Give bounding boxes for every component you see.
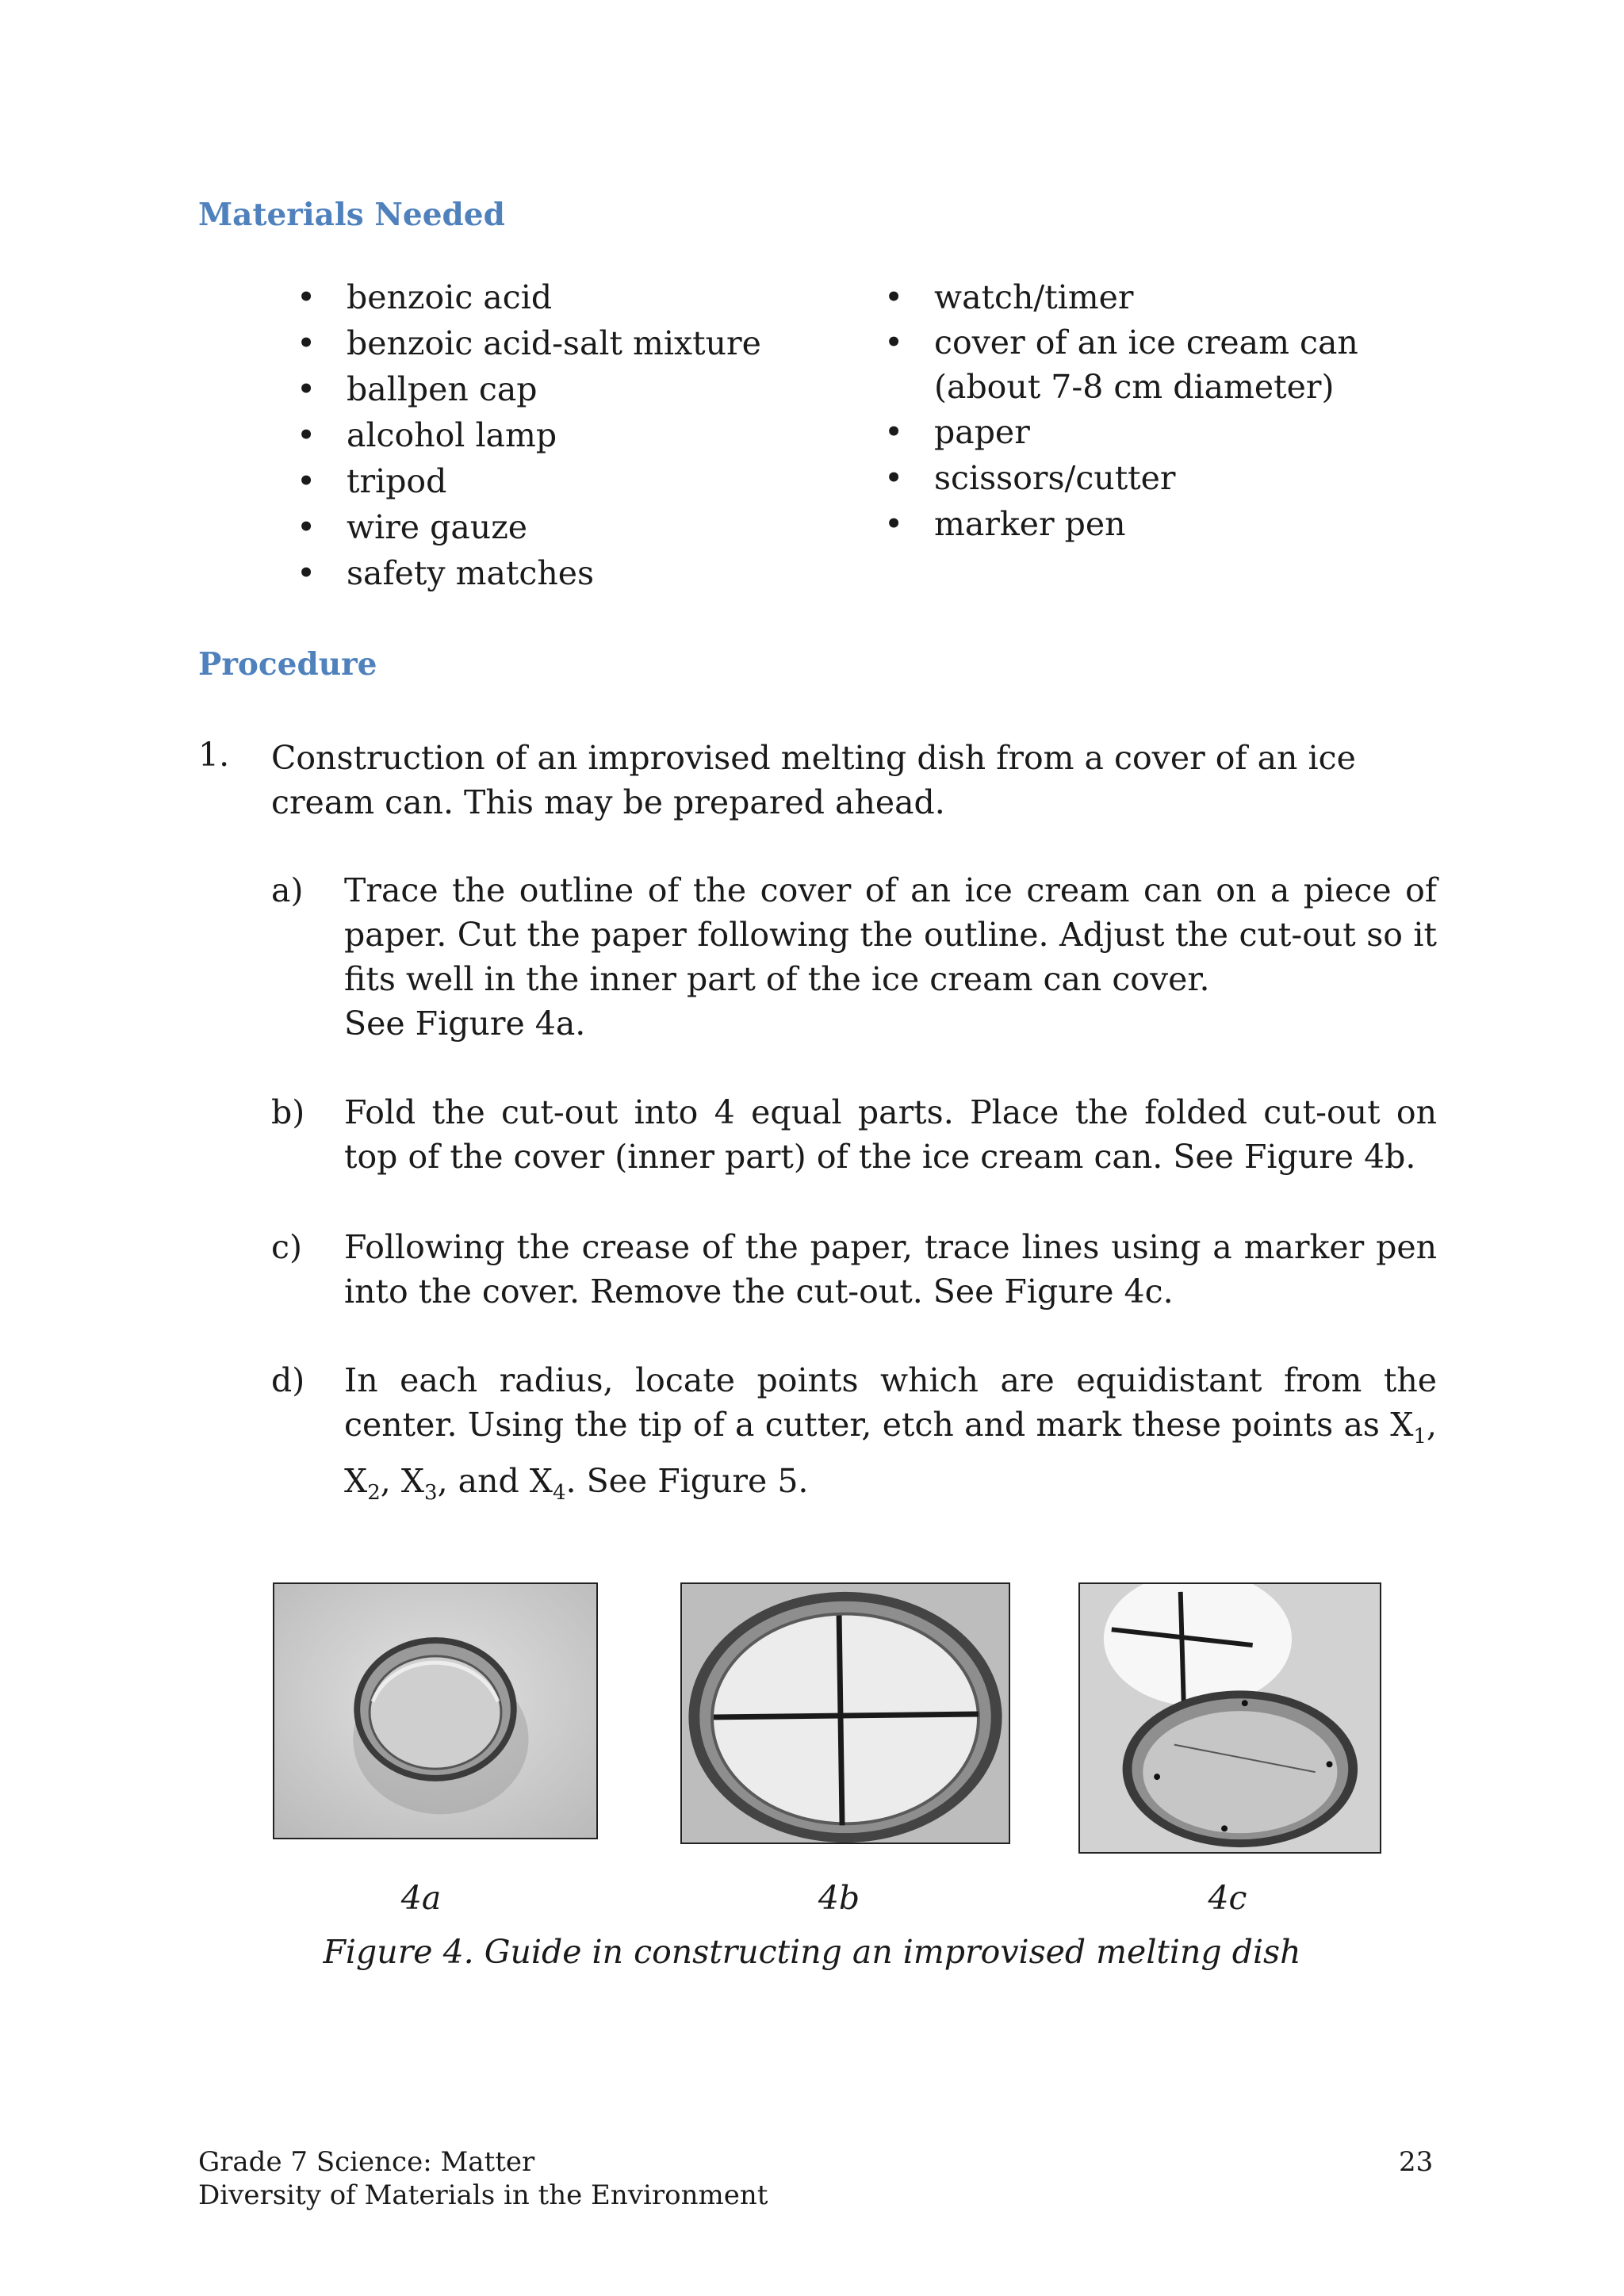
bullet-icon: • bbox=[884, 323, 904, 362]
list-item: • cover of an ice cream can (about 7-8 cm diameter) bbox=[934, 320, 1410, 409]
figure-label-4c: 4c bbox=[1208, 1879, 1247, 1917]
substep-text: Fold the cut-out into 4 equal parts. Place the folded cut-out on top of the cover (inner part) of the ice cream can. See Figure 4b. bbox=[344, 1093, 1437, 1176]
bullet-icon: • bbox=[297, 416, 316, 454]
step-text: Construction of an improvised melting dish from a cover of an ice cream can. This may be prepared ahead. bbox=[271, 739, 1356, 821]
figure-caption: Figure 4. Guide in constructing an improvised melting dish bbox=[323, 1933, 1301, 1971]
substep-letter: d) bbox=[271, 1361, 305, 1399]
footer-module: Diversity of Materials in the Environment bbox=[198, 2179, 768, 2211]
substep-text: In each radius, locate points which are equidistant from the center. Using the tip of a cutter, etch and mark these points as $X_1$, $X_2$, $X_3$, and $X_4$. See Figure 5. bbox=[344, 1361, 1437, 1506]
ice-cream-cover-marked-image bbox=[1080, 1584, 1380, 1852]
ice-cream-cover-image bbox=[274, 1584, 596, 1838]
bullet-icon: • bbox=[884, 278, 904, 316]
figure-label-4b: 4b bbox=[818, 1879, 860, 1917]
list-item: • benzoic acid bbox=[347, 274, 806, 320]
bullet-icon: • bbox=[884, 505, 904, 543]
materials-list-left bbox=[297, 274, 806, 596]
list-item: • ballpen cap bbox=[347, 366, 806, 412]
substep-text: Trace the outline of the cover of an ice cream can on a piece of paper. Cut the paper following the outline. Adjust the cut-out so it fits well in the inner part of the ice cream can cover. See Figure 4a. bbox=[344, 871, 1437, 1043]
bullet-icon: • bbox=[884, 413, 904, 451]
ice-cream-cover-with-paper-image bbox=[682, 1584, 1009, 1843]
substep-letter: c) bbox=[271, 1228, 302, 1266]
figure-4a-photo bbox=[273, 1582, 598, 1839]
procedure-heading: Procedure bbox=[198, 646, 377, 683]
bullet-icon: • bbox=[297, 370, 316, 408]
list-item: • marker pen bbox=[934, 501, 1410, 547]
footer-course: Grade 7 Science: Matter bbox=[198, 2146, 535, 2178]
figure-4c-photo bbox=[1078, 1582, 1381, 1854]
figure-label-4a: 4a bbox=[400, 1879, 442, 1917]
figure-4b-photo bbox=[680, 1582, 1010, 1844]
list-item: • safety matches bbox=[347, 550, 806, 596]
materials-heading: Materials Needed bbox=[198, 197, 505, 233]
materials-list-right bbox=[884, 274, 1410, 547]
substep-text: Following the crease of the paper, trace lines using a marker pen into the cover. Remove the cut-out. See Figure 4c. bbox=[344, 1228, 1437, 1311]
page-number: 23 bbox=[1399, 2146, 1434, 2178]
list-item: • tripod bbox=[347, 458, 806, 504]
bullet-icon: • bbox=[884, 459, 904, 497]
bullet-icon: • bbox=[297, 462, 316, 500]
list-item: • watch/timer bbox=[934, 274, 1410, 320]
bullet-icon: • bbox=[297, 554, 316, 592]
list-item: • wire gauze bbox=[347, 504, 806, 550]
substep-letter: b) bbox=[271, 1093, 305, 1131]
list-item: • paper bbox=[934, 409, 1410, 455]
bullet-icon: • bbox=[297, 508, 316, 546]
bullet-icon: • bbox=[297, 278, 316, 316]
substep-letter: a) bbox=[271, 871, 304, 909]
step-number: 1. bbox=[198, 736, 230, 774]
bullet-icon: • bbox=[297, 324, 316, 362]
footer-left bbox=[198, 2145, 768, 2212]
list-item: • alcohol lamp bbox=[347, 412, 806, 458]
list-item: • scissors/cutter bbox=[934, 455, 1410, 501]
list-item: • benzoic acid-salt mixture bbox=[347, 320, 806, 366]
